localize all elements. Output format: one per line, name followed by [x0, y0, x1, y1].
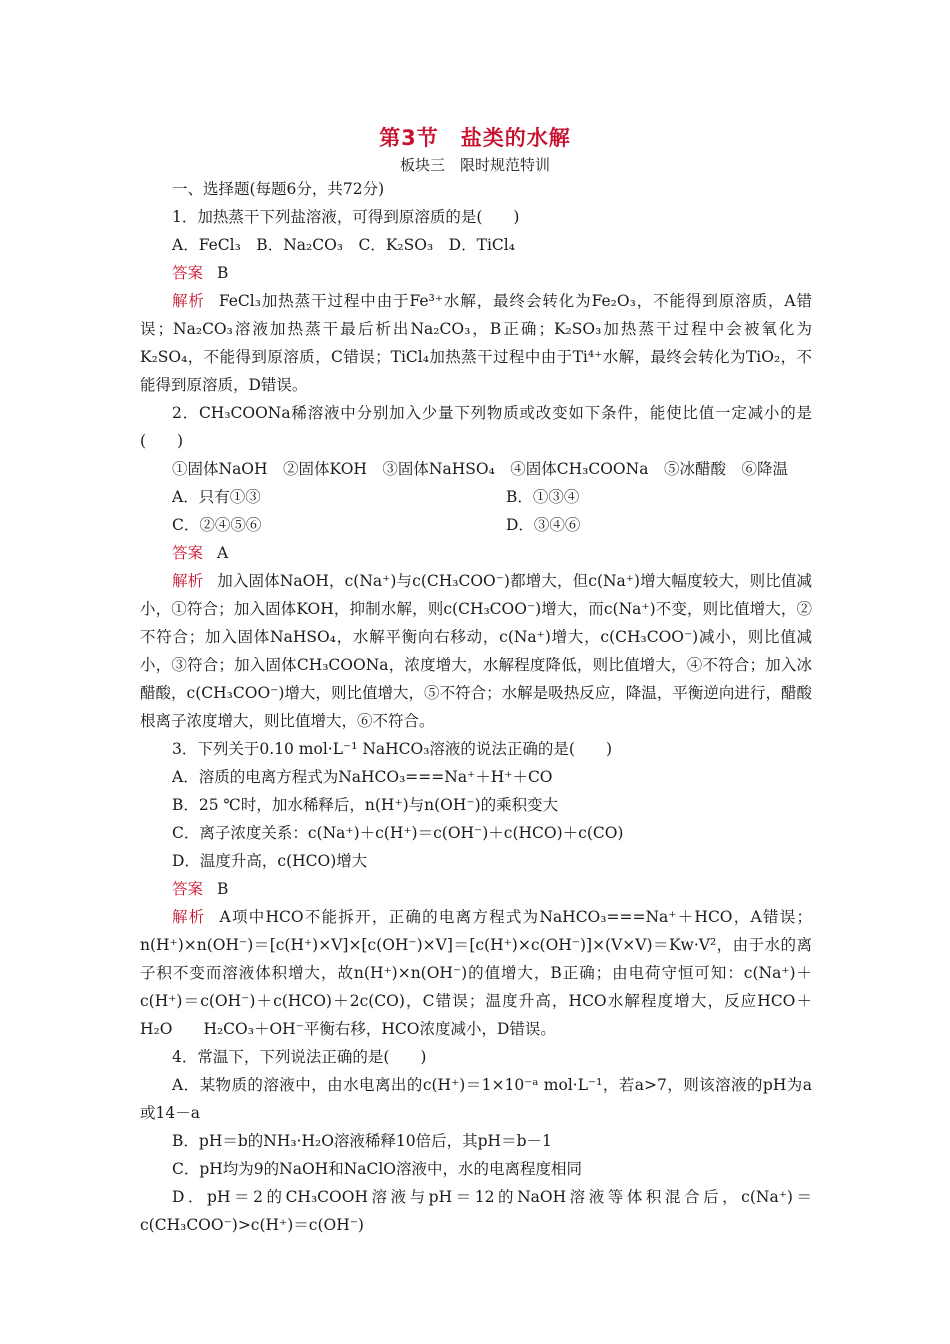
q2-stem: 2．CH₃COONa稀溶液中分别加入少量下列物质或改变如下条件，能使比值一定减小的是( ) — [140, 404, 812, 450]
q3-answer — [140, 875, 812, 903]
q3-answer-value: B — [217, 880, 229, 898]
q1-answer-value: B — [217, 264, 229, 282]
answer-label: 答案 — [172, 544, 204, 562]
section-heading: 一、选择题(每题6分，共72分) — [172, 180, 385, 198]
q1-analysis-text: FeCl₃加热蒸干过程中由于Fe³⁺水解，最终会转化为Fe₂O₃，不能得到原溶质，A错误；Na₂CO₃溶液加热蒸干最后析出Na₂CO₃，B正确；K₂SO₃加热蒸干过程中会被氧化为K₂SO₄，不能得到原溶质，C错误；TiCl₄加热蒸干过程中由于Ti⁴⁺水解，最终会转化为TiO₂，不能得到原溶质，D错误。 — [140, 292, 812, 394]
question-list — [140, 175, 812, 1239]
q2-option-c: C．②④⑤⑥ — [172, 516, 262, 534]
q3-option-d: D．温度升高，c(HCO)增大 — [172, 852, 368, 870]
analysis-label: 解析 — [172, 572, 204, 590]
q2-options-row-2 — [140, 511, 812, 539]
q3-analysis-text: A项中HCO不能拆开，正确的电离方程式为NaHCO₃===Na⁺＋HCO，A错误；n(H⁺)×n(OH⁻)＝[c(H⁺)×V]×[c(OH⁻)×V]＝[c(H⁺)×c(OH⁻)]×(V×V)＝Kw·V²，由于水的离子积不变而溶液体积增大，故n(H⁺)×n(OH⁻)的值增大，B正确；由电荷守恒可知：c(Na⁺)＋c(H⁺)＝c(OH⁻)＋c(HCO)＋2c(CO)，C错误；温度升高，HCO水解程度增大，反应HCO＋H₂O H₂CO₃＋OH⁻平衡右移，HCO浓度减小，D错误。 — [140, 908, 812, 1038]
q2-option-b: B．①③④ — [506, 488, 580, 506]
q1-analysis — [140, 287, 812, 399]
analysis-label: 解析 — [172, 908, 206, 926]
q4-option-a: A．某物质的溶液中，由水电离出的c(H⁺)＝1×10⁻ᵃ mol·L⁻¹，若a>7，则该溶液的pH为a或14－a — [140, 1076, 812, 1122]
q3-option-a: A．溶质的电离方程式为NaHCO₃===Na⁺＋H⁺＋CO — [172, 768, 553, 786]
q4-stem: 4．常温下，下列说法正确的是( ) — [172, 1048, 427, 1066]
answer-label: 答案 — [172, 880, 204, 898]
answer-label: 答案 — [172, 264, 204, 282]
q1-stem: 1．加热蒸干下列盐溶液，可得到原溶质的是( ) — [172, 208, 520, 226]
q2-option-a: A．只有①③ — [172, 488, 261, 506]
q2-analysis-text: 加入固体NaOH，c(Na⁺)与c(CH₃COO⁻)都增大，但c(Na⁺)增大幅度较大，则比值减小，①符合；加入固体KOH，抑制水解，则c(CH₃COO⁻)增大，而c(Na⁺)不变，则比值增大，②不符合；加入固体NaHSO₄，水解平衡向右移动，c(Na⁺)增大，c(CH₃COO⁻)减小，则比值减小，③符合；加入固体CH₃COONa，浓度增大，水解程度降低，则比值增大，④不符合；加入冰醋酸，c(CH₃COO⁻)增大，则比值增大，⑤不符合；水解是吸热反应，降温，平衡逆向进行，醋酸根离子浓度增大，则比值增大，⑥不符合。 — [140, 572, 812, 730]
q2-answer — [140, 539, 812, 567]
q3-option-c: C．离子浓度关系：c(Na⁺)＋c(H⁺)＝c(OH⁻)＋c(HCO)＋c(CO) — [172, 824, 624, 842]
q1-answer — [140, 259, 812, 287]
q3-analysis — [140, 903, 812, 1043]
q1-options: A．FeCl₃ B．Na₂CO₃ C．K₂SO₃ D．TiCl₄ — [172, 236, 515, 254]
q2-items: ①固体NaOH ②固体KOH ③固体NaHSO₄ ④固体CH₃COONa ⑤冰醋酸 ⑥降温 — [172, 460, 788, 478]
analysis-label: 解析 — [172, 292, 205, 310]
q4-option-b: B．pH＝b的NH₃·H₂O溶液稀释10倍后，其pH＝b－1 — [172, 1132, 552, 1150]
q2-option-d: D．③④⑥ — [506, 516, 581, 534]
page-subtitle: 板块三 限时规范特训 — [399, 156, 550, 174]
page-title: 第3节 盐类的水解 — [379, 126, 571, 150]
q2-options-row-1 — [140, 483, 812, 511]
q2-analysis — [140, 567, 812, 735]
q4-option-d: D．pH＝2的CH₃COOH溶液与pH＝12的NaOH溶液等体积混合后，c(Na⁺)＝c(CH₃COO⁻)>c(H⁺)＝c(OH⁻) — [140, 1188, 812, 1234]
q3-option-b: B．25 ℃时，加水稀释后，n(H⁺)与n(OH⁻)的乘积变大 — [172, 796, 559, 814]
q3-stem: 3．下列关于0.10 mol·L⁻¹ NaHCO₃溶液的说法正确的是( ) — [172, 740, 613, 758]
q2-answer-value: A — [217, 544, 229, 562]
q4-option-c: C．pH均为9的NaOH和NaClO溶液中，水的电离程度相同 — [172, 1160, 583, 1178]
